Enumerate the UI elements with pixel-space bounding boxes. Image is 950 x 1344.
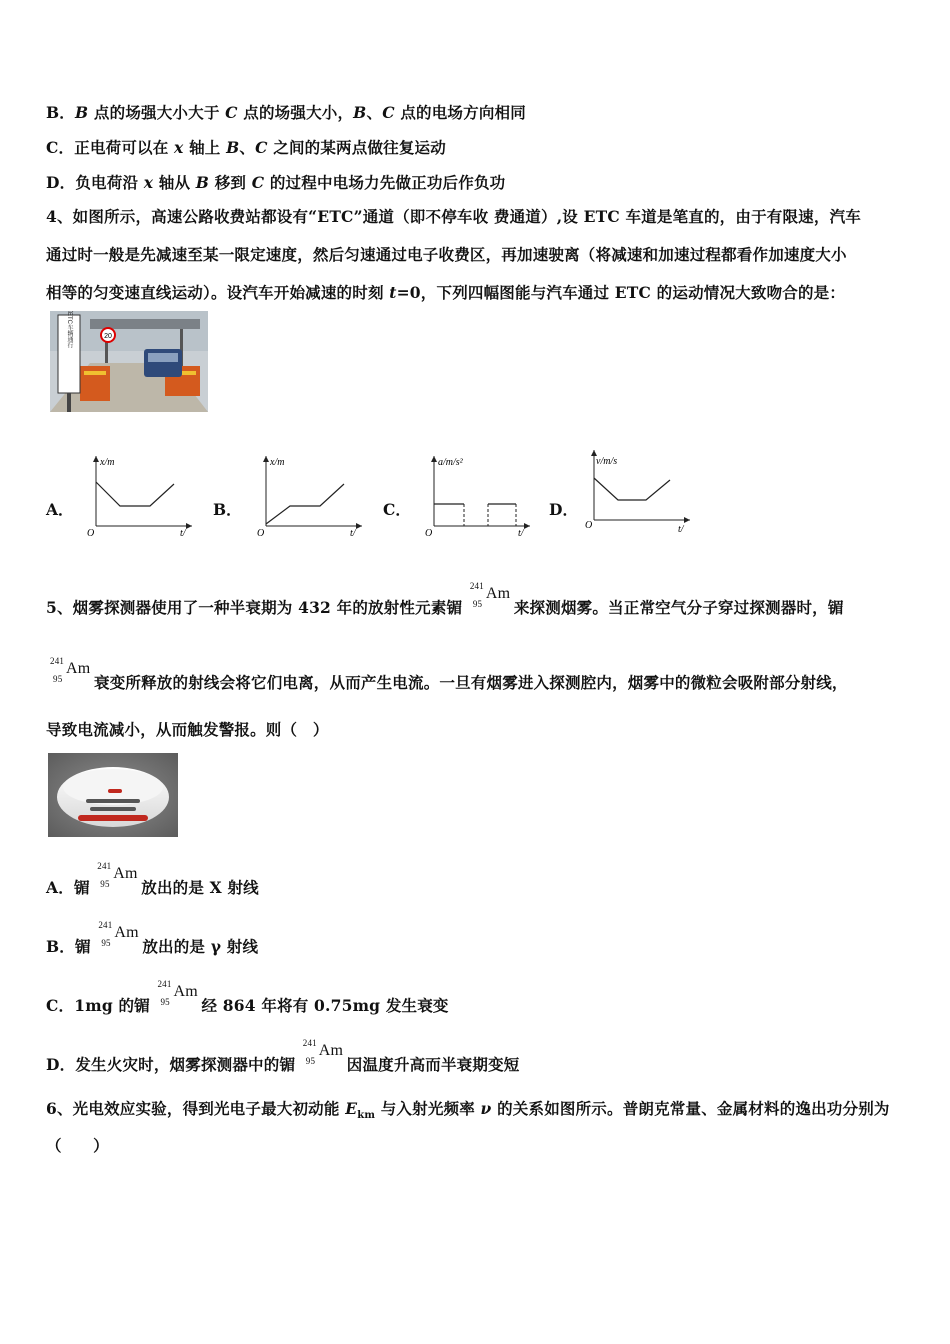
q5-option-c: C．1mg 的镅 241 95 Am 经 864 年将有 0.75mg 发生衰变 <box>46 979 449 1015</box>
smoke-detector-photo <box>48 753 178 837</box>
q5-stem-line3: 导致电流减小，从而触发警报。则（ ） <box>46 720 329 739</box>
svg-text:t/: t/ <box>678 524 684 532</box>
svg-text:O: O <box>425 528 433 538</box>
q3-option-d: D．负电荷沿 x 轴从 B 移到 C 的过程中电场力先做正功后作负功 <box>46 173 506 192</box>
q6-stem-line2: （ ） <box>46 1136 109 1155</box>
q4-option-a-label: A． <box>46 500 74 519</box>
q4-option-d-label: D． <box>549 500 578 519</box>
q4-graph-b <box>254 452 366 538</box>
am241-nuclide: 241 95 Am <box>469 581 511 609</box>
q3-option-c: C．正电荷可以在 x 轴上 B、C 之间的某两点做往复运动 <box>46 138 446 157</box>
q4-option-c-label: C． <box>383 500 411 519</box>
am241-nuclide: 241 95 Am <box>97 861 138 889</box>
svg-text:O: O <box>87 528 95 538</box>
q4-graph-a <box>84 452 196 538</box>
q4-stem-line1: 4、如图所示，高速公路收费站都设有“ETC”通道（即不停车收 费通道）,设 ETC 车道是笔直的，由于有限速，汽车 <box>46 207 861 226</box>
am241-nuclide: 241 95 Am <box>302 1038 344 1066</box>
etc-toll-photo <box>50 311 208 412</box>
q4-option-b-label: B． <box>213 500 242 519</box>
q4-graph-d <box>582 446 694 532</box>
q5-option-d: D．发生火灾时，烟雾探测器中的镅 241 95 Am 因温度升高而半衰期变短 <box>46 1038 520 1074</box>
svg-text:x/m: x/m <box>270 457 285 468</box>
svg-text:t/: t/ <box>180 528 186 538</box>
svg-text:t/: t/ <box>518 528 524 538</box>
q5-option-b: B．镅 241 95 Am 放出的是 γ 射线 <box>46 920 259 956</box>
speed-limit-sign: 20 <box>104 333 112 340</box>
q4-stem-line3: 相等的匀变速直线运动）。设汽车开始减速的时刻 t=0，下列四幅图能与汽车通过 ETC 的运动情况大致吻合的是： <box>46 283 846 302</box>
q5-option-a: A．镅 241 95 Am 放出的是 X 射线 <box>46 861 259 897</box>
q6-stem-line1: 6、光电效应实验，得到光电子最大初动能 $E_{km}$ 与入射光频率 ν 的关系如图所示。普朗克常量、金属材料的逸出功分别为 <box>46 1099 890 1122</box>
etc-sign-text: 仅ETC车辆通行 <box>66 311 72 348</box>
svg-text:x/m: x/m <box>100 457 115 468</box>
am241-nuclide: 241 95 Am <box>98 920 139 948</box>
am241-nuclide: 241 95 Am <box>50 656 91 684</box>
svg-text:a/m/s²: a/m/s² <box>438 457 463 468</box>
svg-text:t/: t/ <box>350 528 356 538</box>
q3-option-b: B．B 点的场强大小大于 C 点的场强大小，B、C 点的电场方向相同 <box>46 103 526 122</box>
am241-nuclide: 241 95 Am <box>157 979 198 1007</box>
q4-graph-c <box>422 452 534 538</box>
q4-stem-line2: 通过时一般是先减速至某一限定速度，然后匀速通过电子收费区，再加速驶离（将减速和加速过程都看作加速度大小 <box>46 245 847 264</box>
svg-text:v/m/s: v/m/s <box>596 456 618 467</box>
svg-text:O: O <box>585 520 593 531</box>
q5-stem-line2: 241 95 Am 衰变所释放的射线会将它们电离，从而产生电流。一旦有烟雾进入探测腔内，烟雾中的微粒会吸附部分射线， <box>50 656 848 692</box>
q5-stem-line1: 5、烟雾探测器使用了一种半衰期为 432 年的放射性元素镅 241 95 Am 来探测烟雾。当正常空气分子穿过探测器时，镅 <box>46 581 844 617</box>
svg-text:O: O <box>257 528 265 538</box>
